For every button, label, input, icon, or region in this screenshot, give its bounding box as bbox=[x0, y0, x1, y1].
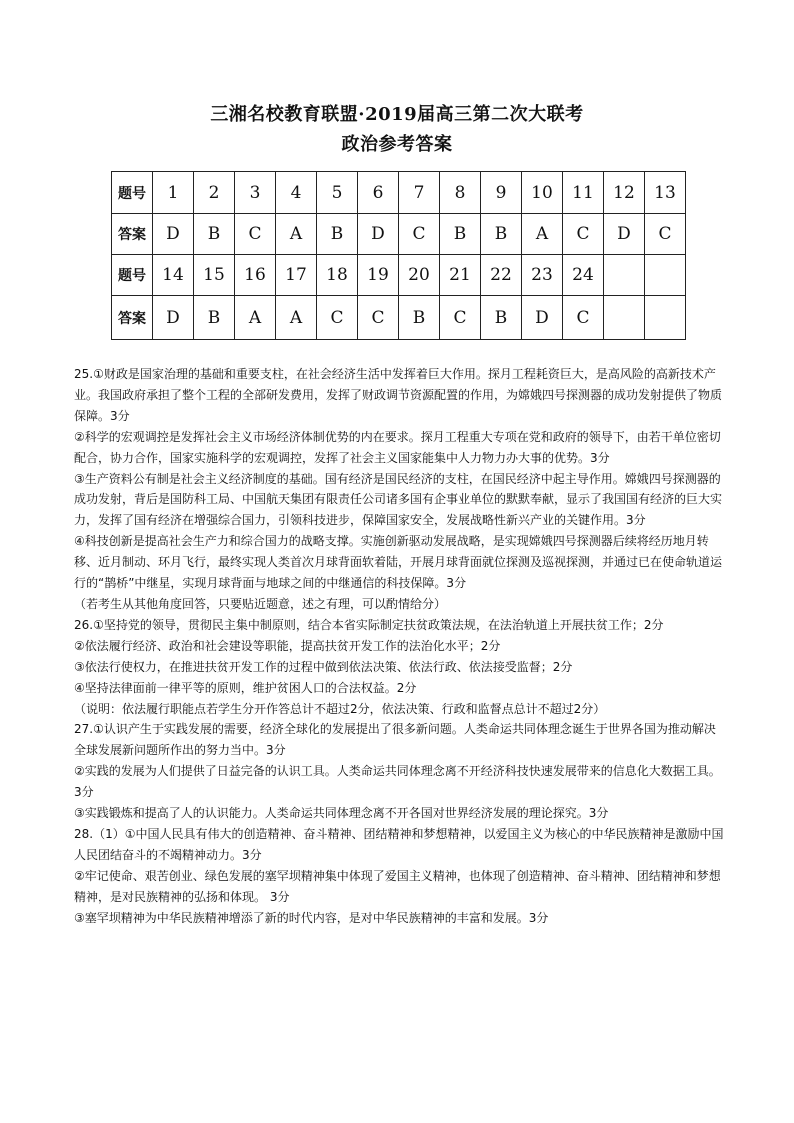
answer-cell: C bbox=[563, 296, 604, 340]
question-number-cell: 15 bbox=[194, 255, 235, 296]
answer-paragraph: ④坚持法律面前一律平等的原则，维护贫困人口的合法权益。2分 bbox=[74, 680, 417, 695]
answer-paragraph: ④科技创新是提高社会生产力和综合国力的战略支撑。实施创新驱动发展战略，是实现嫦娥四号探测器后续将经历地月转移、近月制动、环月飞行，最终实现人类首次月球背面软着陆，开展月球背面就位探测及巡视探测，并通过已在使命轨道运行的“鹊桥”中继星，实现月球背面与地球之间的中继通信的科技保障。3分 bbox=[74, 534, 723, 591]
question-number-cell: 5 bbox=[317, 172, 358, 214]
table-row-answers-1 bbox=[112, 214, 686, 255]
question-number-cell: 7 bbox=[399, 172, 440, 214]
question-number-cell: 4 bbox=[276, 172, 317, 214]
table-row-numbers-2 bbox=[112, 255, 686, 296]
answer-paragraph: ③依法行使权力，在推进扶贫开发工作的过程中做到依法决策、依法行政、依法接受监督；2分 bbox=[74, 659, 573, 674]
question-number-cell: 6 bbox=[358, 172, 399, 214]
row-header: 题号 bbox=[112, 255, 153, 296]
row-header: 答案 bbox=[112, 296, 153, 340]
question-number-cell: 17 bbox=[276, 255, 317, 296]
answer-paragraph: ③实践锻炼和提高了人的认识能力。人类命运共同体理念离不开各国对世界经济发展的理论探究。3分 bbox=[74, 806, 609, 821]
question-number-cell: 14 bbox=[153, 255, 194, 296]
answer-table bbox=[111, 171, 686, 340]
answer-cell: C bbox=[645, 214, 686, 255]
question-number-cell: 11 bbox=[563, 172, 604, 214]
answer-explanations bbox=[74, 364, 726, 928]
answer-note: （说明：依法履行职能点若学生分开作答总计不超过2分，依法决策、行政和监督点总计不超过2分） bbox=[74, 701, 606, 716]
answer-cell: B bbox=[481, 214, 522, 255]
document-subtitle: 政治参考答案 bbox=[341, 134, 453, 155]
empty-cell bbox=[645, 255, 686, 296]
row-header: 题号 bbox=[112, 172, 153, 214]
answer-paragraph: ②科学的宏观调控是发挥社会主义市场经济体制优势的内在要求。探月工程重大专项在党和政府的领导下，由若干单位密切配合，协力合作，国家实施科学的宏观调控，发挥了社会主义国家能集中人力物力办大事的优势。3分 bbox=[74, 429, 721, 465]
document-title: 三湘名校教育联盟·2019届高三第二次大联考 bbox=[210, 104, 584, 125]
question-number-cell: 19 bbox=[358, 255, 399, 296]
question-number-cell: 13 bbox=[645, 172, 686, 214]
question-number-cell: 3 bbox=[235, 172, 276, 214]
answer-cell: B bbox=[317, 214, 358, 255]
question-number-cell: 23 bbox=[522, 255, 563, 296]
question-number-cell: 2 bbox=[194, 172, 235, 214]
question-number-cell: 22 bbox=[481, 255, 522, 296]
question-number-cell: 20 bbox=[399, 255, 440, 296]
question-number-cell: 16 bbox=[235, 255, 276, 296]
answer-paragraph: 28.（1）①中国人民具有伟大的创造精神、奋斗精神、团结精神和梦想精神，以爱国主义为核心的中华民族精神是激励中国人民团结奋斗的不竭精神动力。3分 bbox=[74, 826, 724, 862]
question-number-cell: 8 bbox=[440, 172, 481, 214]
answer-cell: C bbox=[440, 296, 481, 340]
answer-cell: A bbox=[276, 214, 317, 255]
question-number-cell: 10 bbox=[522, 172, 563, 214]
question-number-cell: 1 bbox=[153, 172, 194, 214]
answer-cell: A bbox=[522, 214, 563, 255]
answer-cell: B bbox=[481, 296, 522, 340]
answer-cell: B bbox=[194, 296, 235, 340]
question-number-cell: 18 bbox=[317, 255, 358, 296]
answer-cell: B bbox=[194, 214, 235, 255]
row-header: 答案 bbox=[112, 214, 153, 255]
question-number-cell: 12 bbox=[604, 172, 645, 214]
question-number-cell: 24 bbox=[563, 255, 604, 296]
empty-cell bbox=[645, 296, 686, 340]
answer-paragraph: ②实践的发展为人们提供了日益完备的认识工具。人类命运共同体理念离不开经济科技快速发展带来的信息化大数据工具。3分 bbox=[74, 764, 721, 800]
table-row-numbers-1 bbox=[112, 172, 686, 214]
answer-cell: C bbox=[399, 214, 440, 255]
answer-cell: A bbox=[276, 296, 317, 340]
empty-cell bbox=[604, 296, 645, 340]
answer-paragraph: 27.①认识产生于实践发展的需要，经济全球化的发展提出了很多新问题。人类命运共同体理念诞生于世界各国为推动解决全球发展新问题所作出的努力当中。3分 bbox=[74, 722, 716, 758]
answer-cell: D bbox=[153, 214, 194, 255]
answer-paragraph: 25.①财政是国家治理的基础和重要支柱，在社会经济生活中发挥着巨大作用。探月工程耗资巨大，是高风险的高新技术产业。我国政府承担了整个工程的全部研发费用，发挥了财政调节资源配置的作用，为嫦娥四号探测器的成功发射提供了物质保障。3分 bbox=[74, 367, 723, 423]
answer-cell: C bbox=[358, 296, 399, 340]
answer-cell: A bbox=[235, 296, 276, 340]
answer-paragraph: 26.①坚持党的领导，贯彻民主集中制原则，结合本省实际制定扶贫政策法规，在法治轨道上开展扶贫工作；2分 bbox=[74, 617, 664, 632]
answer-cell: D bbox=[153, 296, 194, 340]
answer-note: （若考生从其他角度回答，只要贴近题意，述之有理，可以酌情给分） bbox=[74, 596, 447, 611]
answer-paragraph: ③塞罕坝精神为中华民族精神增添了新的时代内容，是对中华民族精神的丰富和发展。3分 bbox=[74, 910, 549, 925]
answer-paragraph: ②依法履行经济、政治和社会建设等职能，提高扶贫开发工作的法治化水平；2分 bbox=[74, 638, 501, 653]
answer-cell: D bbox=[522, 296, 563, 340]
answer-cell: B bbox=[399, 296, 440, 340]
answer-cell: C bbox=[317, 296, 358, 340]
table-row-answers-2 bbox=[112, 296, 686, 340]
question-number-cell: 21 bbox=[440, 255, 481, 296]
question-number-cell: 9 bbox=[481, 172, 522, 214]
empty-cell bbox=[604, 255, 645, 296]
answer-cell: C bbox=[235, 214, 276, 255]
answer-cell: D bbox=[604, 214, 645, 255]
answer-cell: D bbox=[358, 214, 399, 255]
answer-cell: C bbox=[563, 214, 604, 255]
answer-paragraph: ③生产资料公有制是社会主义经济制度的基础。国有经济是国民经济的支柱，在国民经济中起主导作用。嫦娥四号探测器的成功发射，背后是国防科工局、中国航天集团有限责任公司诸多国有企事业单位的默默奉献，显示了我国国有经济的巨大实力，发挥了国有经济在增强综合国力，引领科技进步，保障国家安全，发展战略性新兴产业的关键作用。3分 bbox=[74, 471, 723, 528]
answer-paragraph: ②牢记使命、艰苦创业、绿色发展的塞罕坝精神集中体现了爱国主义精神，也体现了创造精神、奋斗精神、团结精神和梦想精神，是对民族精神的弘扬和体现。 3分 bbox=[74, 868, 721, 904]
answer-cell: B bbox=[440, 214, 481, 255]
